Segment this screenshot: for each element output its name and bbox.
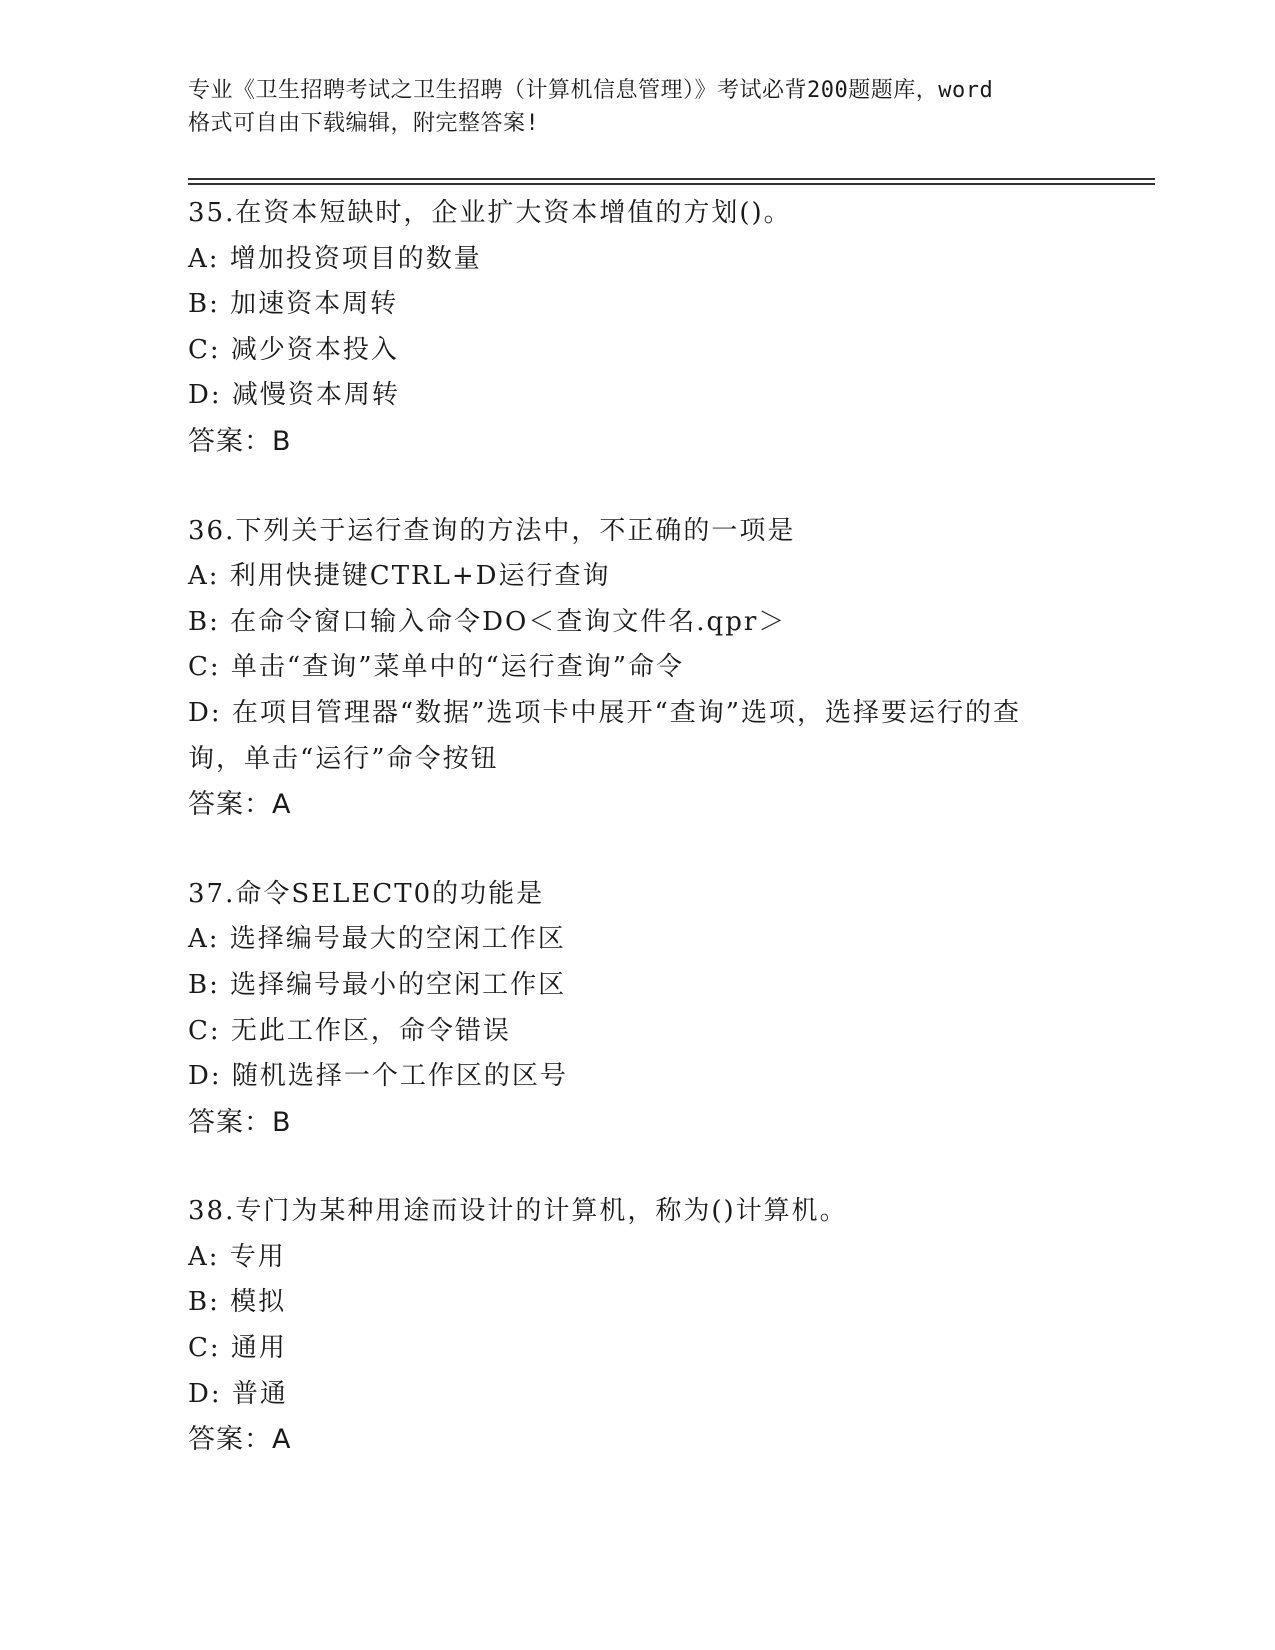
document-header (188, 74, 1088, 140)
header-divider-top (188, 178, 1155, 180)
header-line-1: 专业《卫生招聘考试之卫生招聘（计算机信息管理）》考试必背200题题库，word (188, 78, 994, 103)
answer-value: A (272, 1424, 292, 1456)
header-line-2: 格式可自由下载编辑，附完整答案! (188, 111, 540, 136)
question-37 (188, 872, 1088, 1146)
option-b: B: 加速资本周转 (188, 289, 399, 320)
question-stem: 38.专门为某种用途而设计的计算机，称为()计算机。 (188, 1196, 848, 1227)
option-c: C: 单击“查询”菜单中的“运行查询”命令 (188, 652, 685, 683)
answer-label: 答案： (188, 425, 272, 457)
option-d: D: 减慢资本周转 (188, 380, 400, 411)
answer-label: 答案： (188, 1424, 272, 1456)
header-divider-bottom (188, 183, 1155, 185)
question-38 (188, 1189, 1088, 1463)
option-a: A: 专用 (188, 1241, 286, 1272)
option-c: C: 通用 (188, 1333, 287, 1364)
question-36 (188, 509, 1088, 828)
answer-line (188, 1100, 1088, 1146)
answer-value: B (272, 1106, 292, 1138)
option-b: B: 模拟 (188, 1287, 287, 1318)
option-d: D: 随机选择一个工作区的区号 (188, 1061, 568, 1092)
question-35 (188, 191, 1088, 465)
question-stem: 37.命令SELECT0的功能是 (188, 878, 545, 909)
option-c: C: 减少资本投入 (188, 334, 399, 365)
option-c: C: 无此工作区，命令错误 (188, 1015, 511, 1046)
option-a: A: 增加投资项目的数量 (188, 243, 482, 274)
question-stem: 36.下列关于运行查询的方法中，不正确的一项是 (188, 515, 796, 546)
answer-value: B (272, 425, 292, 457)
answer-line (188, 782, 1088, 828)
question-list (188, 191, 1088, 1507)
option-a: A: 选择编号最大的空闲工作区 (188, 924, 566, 955)
answer-line (188, 419, 1088, 465)
option-d: D: 在项目管理器“数据”选项卡中展开“查询”选项，选择要运行的查询，单击“运行”命令按钮 (188, 697, 1022, 774)
answer-label: 答案： (188, 789, 272, 821)
question-stem: 35.在资本短缺时，企业扩大资本增值的方划()。 (188, 198, 792, 228)
answer-label: 答案： (188, 1106, 272, 1138)
option-b: B: 在命令窗口输入命令DO＜查询文件名.qpr＞ (188, 606, 787, 637)
option-d: D: 普通 (188, 1378, 288, 1409)
answer-line (188, 1417, 1088, 1463)
option-a: A: 利用快捷键CTRL+D运行查询 (188, 561, 611, 592)
option-b: B: 选择编号最小的空闲工作区 (188, 969, 567, 1000)
answer-value: A (272, 789, 292, 821)
